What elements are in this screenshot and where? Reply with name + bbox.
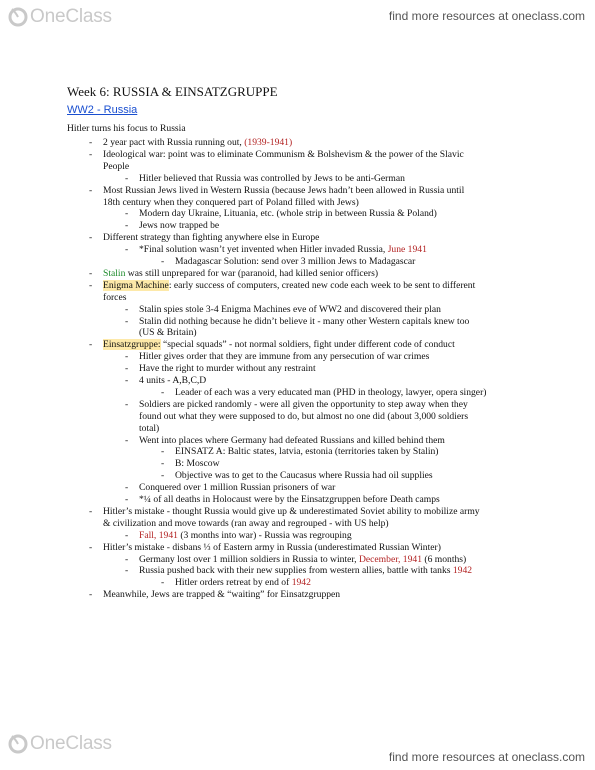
bullet-dash: - [89, 589, 93, 601]
note-text: was still unprepared for war (paranoid, had killed senior officers) [125, 267, 379, 279]
bullet-dash: - [89, 137, 93, 148]
note-text: Went into places where Germany had defeated Russians and killed behind them [139, 434, 445, 446]
note-line [103, 542, 441, 554]
bullet-dash: - [125, 553, 129, 565]
bullet-dash: - [125, 529, 129, 541]
note-text: found out what they were supposed to do, but almost no one did (about 3,000 soldiers [139, 410, 469, 422]
bullet-dash: - [89, 505, 93, 517]
note-text: Hitler believed that Russia was controlled by Jews to be anti-German [139, 172, 405, 184]
bullet-dash: - [89, 148, 93, 160]
note-text: Have the right to murder without any restraint [139, 363, 316, 375]
note-line [103, 339, 455, 351]
note-text: 1942 [291, 577, 311, 589]
note-line [139, 494, 440, 506]
note-line [139, 565, 472, 577]
note-line [175, 470, 433, 482]
note-text: Enigma Machine [103, 279, 169, 291]
bullet-dash: - [161, 470, 165, 482]
note-line [139, 327, 197, 339]
note-line [139, 530, 352, 542]
note-text: & civilization and move towards (ran away and regrouped - with US help) [103, 517, 389, 529]
note-line [175, 446, 439, 458]
note-line [139, 411, 468, 423]
bullet-dash: - [125, 244, 129, 256]
note-text: Stalin did nothing because he didn’t believe it - many other Western capitals knew too [139, 315, 470, 327]
note-line [103, 280, 475, 292]
note-text: Objective was to get to the Caucasus where Russia had oil supplies [175, 470, 433, 482]
note-line [103, 589, 340, 601]
footer-resources-link[interactable]: find more resources at oneclass.com [388, 750, 585, 764]
bullet-dash: - [161, 458, 165, 470]
note-line [175, 256, 415, 268]
note-line [175, 387, 486, 399]
note-text: (US & Britain) [139, 327, 197, 339]
note-text: *Final solution wasn’t yet invented when Hitler invaded Russia, [139, 244, 388, 256]
bullet-dash: - [125, 565, 129, 577]
note-line [139, 208, 437, 220]
bullet-dash: - [125, 315, 129, 327]
note-text: Madagascar Solution: send over 3 million Jews to Madagascar [175, 256, 416, 267]
note-line [139, 304, 441, 316]
note-text: 4 units - A,B,C,D [139, 375, 207, 386]
note-line [103, 137, 292, 149]
note-line [139, 316, 469, 328]
note-line [139, 351, 429, 363]
note-line [103, 506, 480, 518]
note-line [139, 220, 219, 232]
note-text: (6 months) [422, 553, 467, 565]
note-line [103, 232, 319, 244]
note-text: Germany lost over 1 million soldiers in Russia to winter, [139, 553, 359, 565]
note-line [175, 458, 220, 470]
note-text: Jews now trapped be [139, 220, 220, 232]
bullet-dash: - [125, 482, 129, 494]
bullet-dash: - [125, 303, 129, 315]
note-text: Hitler’s mistake - disbans ⅓ of Eastern army in Russia (underestimated Russian Winter) [103, 541, 441, 553]
logo-text: OneClass [30, 6, 112, 27]
note-line [139, 375, 206, 387]
oneclass-footer-logo[interactable] [8, 733, 112, 755]
bullet-dash: - [125, 172, 129, 184]
note-text: 2 year pact with Russia running out, [103, 137, 245, 148]
note-line [139, 482, 335, 494]
note-text: (3 months into war) - Russia was regrouping [177, 529, 352, 541]
note-text: Hitler’s mistake - thought Russia would give up & underestimated Soviet ability to mobilize army [103, 505, 480, 517]
note-text: total) [139, 422, 160, 434]
note-text: Ideological war: point was to eliminate Communism & Bolshevism & the power of the Slavic [103, 148, 464, 160]
note-text: Fall, 1941 [139, 529, 178, 541]
note-line [103, 197, 359, 209]
note-text: Most Russian Jews lived in Western Russia (because Jews hadn’t been allowed in Russia until [103, 184, 465, 196]
bullet-dash: - [161, 386, 165, 398]
page-title: Week 6: RUSSIA & EINSATZGRUPPE [67, 84, 278, 99]
note-line [103, 149, 464, 161]
bullet-dash: - [89, 267, 93, 279]
note-text: Different strategy than fighting anywhere else in Europe [103, 232, 320, 244]
oneclass-logo-icon [8, 733, 28, 755]
note-text: People [103, 160, 130, 172]
bullet-dash: - [89, 541, 93, 553]
note-text: Hitler gives order that they are immune from any persecution of war crimes [139, 351, 430, 363]
intro-text: Hitler turns his focus to Russia [67, 123, 186, 134]
note-text: EINSATZ A: Baltic states, latvia, estonia (territories taken by Stalin) [175, 446, 439, 458]
find-resources-link[interactable]: find more resources at oneclass.com [388, 9, 585, 23]
bullet-dash: - [125, 351, 129, 363]
note-line [103, 518, 389, 530]
bullet-dash: - [89, 232, 93, 244]
bullet-dash: - [125, 220, 129, 232]
bullet-dash: - [125, 208, 129, 220]
note-text: Modern day Ukraine, Lituania, etc. (whole strip in between Russia & Poland) [139, 208, 437, 220]
note-line [103, 268, 378, 280]
note-text: B: Moscow [175, 458, 220, 470]
note-text: Soldiers are picked randomly - were all given the opportunity to step away when they [139, 398, 468, 410]
note-line [175, 577, 311, 589]
note-line [103, 292, 126, 304]
note-line [139, 554, 466, 566]
note-line [103, 185, 464, 197]
note-text: Stalin [103, 267, 126, 279]
note-text: Meanwhile, Jews are trapped & “waiting” for Einsatzgruppen [103, 589, 341, 601]
bullet-dash: - [89, 339, 93, 351]
note-text: *¼ of all deaths in Holocaust were by the Einsatzgruppen before Death camps [139, 494, 440, 505]
note-text: 18th century when they conquered part of Poland filled with Jews) [103, 196, 359, 208]
bullet-dash: - [125, 363, 129, 375]
note-text: Hitler orders retreat by end of [175, 577, 292, 589]
footer-logo-text: OneClass [30, 733, 112, 754]
note-text: Conquered over 1 million Russian prisoners of war [139, 482, 336, 494]
bullet-dash: - [125, 494, 129, 505]
note-text: Russia pushed back with their new supplies from western allies, battle with tanks [139, 565, 453, 577]
note-line [139, 423, 159, 435]
note-text: June 1941 [387, 244, 427, 256]
bullet-dash: - [125, 434, 129, 446]
bullet-dash: - [161, 256, 165, 267]
note-text: 1942 [452, 565, 473, 577]
note-line [103, 161, 129, 173]
bullet-dash: - [161, 577, 165, 589]
note-text: : early success of computers, created new code each week to be sent to different [168, 279, 476, 291]
note-text: Einsatzgruppe: [103, 339, 161, 351]
note-text: Stalin spies stole 3-4 Enigma Machines eve of WW2 and discovered their plan [139, 303, 441, 315]
bullet-dash: - [89, 184, 93, 196]
note-line [139, 244, 427, 256]
bullet-dash: - [125, 398, 129, 410]
note-text: forces [103, 291, 127, 303]
note-line [139, 173, 405, 185]
bullet-dash: - [161, 446, 165, 458]
note-line [139, 399, 468, 411]
note-text: Leader of each was a very educated man (PHD in theology, lawyer, opera singer) [175, 386, 487, 398]
note-text: “special squads” - not normal soldiers, fight under different code of conduct [160, 339, 455, 351]
section-heading[interactable]: WW2 - Russia [67, 104, 138, 116]
note-line [139, 435, 445, 447]
bullet-dash: - [125, 375, 129, 386]
note-text: (1939-1941) [244, 137, 293, 148]
note-text: December, 1941 [358, 553, 422, 565]
note-line [139, 363, 316, 375]
bullet-dash: - [89, 279, 93, 291]
